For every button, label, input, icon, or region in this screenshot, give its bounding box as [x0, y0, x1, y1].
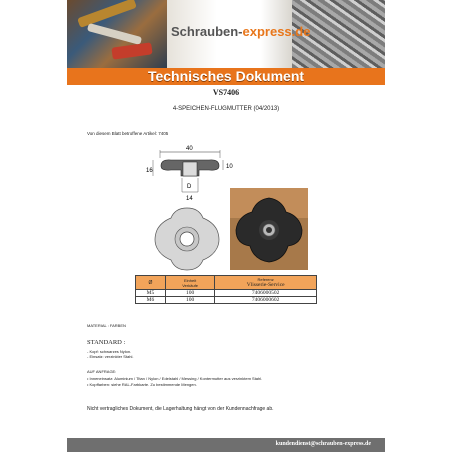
standard-item: - Einsatz: verzinkter Stahl.	[87, 354, 134, 359]
cell-reference: 7406000502	[215, 290, 317, 297]
product-photo	[230, 188, 308, 270]
document-subtitle: 4-SPEICHEN-FLUGMUTTER (04/2013)	[172, 106, 280, 112]
logo-main-text: Schrauben-	[171, 24, 243, 39]
dimension-bottom: 14	[186, 196, 193, 202]
footer-email-link[interactable]: kundendienst@schrauben-express.de	[275, 441, 371, 447]
cell-unit: 100	[165, 290, 214, 297]
top-view-drawing	[151, 204, 223, 274]
material-label: MATERIAL : FARBEN	[87, 323, 126, 328]
request-label: AUF ANFRAGE:	[87, 369, 117, 374]
workshop-photo	[67, 0, 167, 68]
document-title-bar: Technisches Dokument	[67, 68, 385, 85]
standard-item: - Kopf: schwarzes Nylon.	[87, 349, 132, 354]
document-sheet	[67, 0, 385, 452]
dimension-width: 40	[186, 146, 193, 152]
standard-label: STANDARD :	[87, 339, 126, 346]
company-logo	[171, 24, 310, 39]
table-header-row	[136, 276, 317, 290]
cell-reference: 7406000602	[215, 297, 317, 304]
dimension-height-right: 10	[226, 164, 233, 170]
header-reference	[215, 276, 317, 290]
header-unit-line2: Verkäufe	[182, 282, 199, 288]
spec-table	[135, 275, 317, 304]
request-item: • Inneneinsatz: Aluminium / Titan / Nylon / Edelstahl / Messing / Kontermutter aus verzinktem Stahl.	[87, 376, 263, 381]
document-number: VS7406	[212, 88, 240, 97]
cell-unit: 100	[165, 297, 214, 304]
cell-size: M6	[136, 297, 166, 304]
request-item: • Kopffarben: siehe RAL-Farbkarte. Zu bestimmende Mengen.	[87, 382, 197, 387]
table-row	[136, 290, 317, 297]
affected-articles: Von diesem Blatt betroffene Artikel: 7405	[87, 131, 169, 136]
logo-accent-text: express.de	[242, 24, 311, 39]
side-view-drawing	[146, 142, 239, 202]
header-reference-line1: Referenz	[257, 277, 274, 282]
table-row	[136, 297, 317, 304]
cell-size: M5	[136, 290, 166, 297]
dimension-thread: D	[187, 184, 192, 190]
header-unit	[165, 276, 214, 290]
header-unit-line1: Einheit	[184, 277, 197, 283]
header-reference-line2: Vlisserie-Service	[246, 282, 285, 288]
header-diameter: Ø	[136, 276, 166, 290]
dimension-height-left: 16	[146, 168, 153, 174]
header-banner	[67, 0, 385, 68]
footer-bar	[67, 438, 385, 452]
disclaimer-text: Nicht vertragliches Dokument, die Lagerhaltung hängt von der Kundennachfrage ab.	[87, 406, 274, 412]
